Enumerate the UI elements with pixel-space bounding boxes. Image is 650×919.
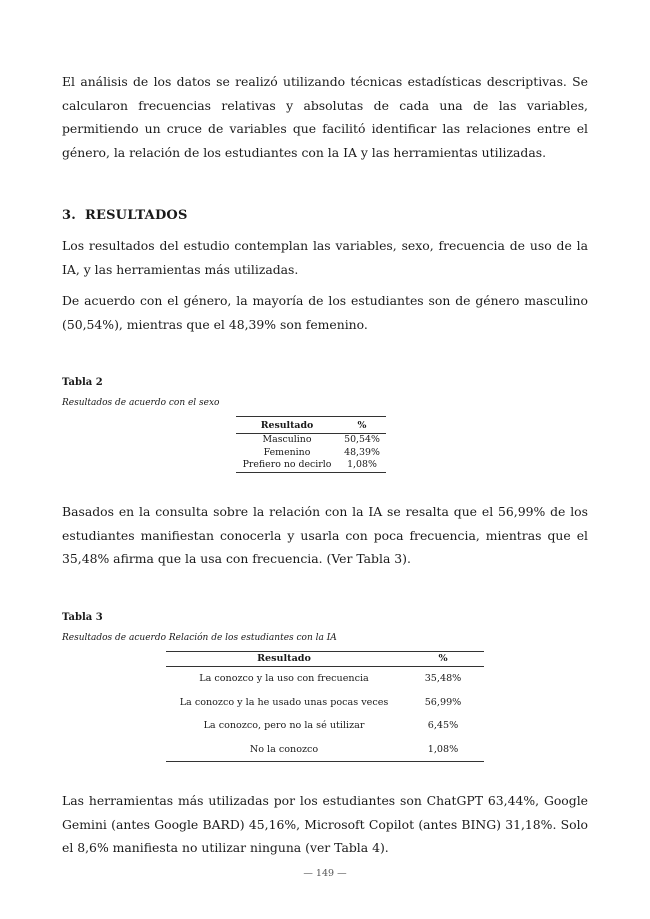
table-cell: La conozco, pero no la sé utilizar (203, 720, 365, 732)
table-row (236, 447, 386, 460)
table-cell: 6,45% (427, 720, 459, 732)
table-row (166, 691, 484, 715)
results-paragraph-4: Las herramientas más utilizadas por los estudiantes son ChatGPT 63,44%, Google Gemini (antes Google BARD) 45,16%, Microsoft Copilot (antes BING) 31,18%. Solo el 8,6% manifiesta no utilizar ninguna (ver Tabla 4). (62, 793, 588, 855)
table-cell: 56,99% (424, 696, 462, 708)
table-row (236, 434, 386, 447)
table-cell: 35,48% (424, 673, 462, 685)
table3-caption: Resultados de acuerdo Relación de los estudiantes con la IA (62, 633, 337, 643)
page-number: — 149 — (303, 868, 347, 879)
table-row (166, 714, 484, 738)
table-header-cell: Resultado (236, 417, 338, 434)
table-cell: 1,08% (402, 738, 484, 762)
intro-paragraph: El análisis de los datos se realizó utilizando técnicas estadísticas descriptivas. Se calcularon frecuencias relativas y absolutas de cada una de las variables, permitiendo un cruce de variables que facilitó identificar las relaciones entre el género, la relación de los estudiantes con la IA y las herramientas utilizadas. (62, 74, 588, 160)
table-row (236, 459, 386, 472)
table-row (166, 667, 484, 691)
table2 (236, 416, 386, 473)
section-title: RESULTADOS (84, 208, 188, 223)
section-number: 3. (62, 208, 76, 223)
table3-label: Tabla 3 (62, 612, 103, 623)
table-header-cell: % (338, 417, 386, 434)
section-heading (62, 208, 188, 223)
table3 (166, 651, 484, 762)
table2-caption: Resultados de acuerdo con el sexo (62, 398, 220, 408)
table-header-row (236, 417, 386, 434)
table-cell: 1,08% (338, 459, 386, 472)
results-paragraph-1: Los resultados del estudio contemplan las variables, sexo, frecuencia de uso de la IA, y las herramientas más utilizadas. (62, 238, 588, 277)
table-header-row (166, 652, 484, 667)
table-cell: 48,39% (344, 446, 380, 458)
table-cell: Prefiero no decirlo (236, 459, 338, 472)
table-cell: La conozco y la uso con frecuencia (199, 673, 369, 685)
table-cell: No la conozco (166, 738, 402, 762)
table-cell: 50,54% (344, 434, 380, 445)
table-header-cell: Resultado (166, 652, 402, 667)
table2-label: Tabla 2 (62, 377, 103, 388)
table-row (166, 738, 484, 762)
results-paragraph-3: Basados en la consulta sobre la relación con la IA se resalta que el 56,99% de los estudiantes manifiestan conocerla y usarla con poca frecuencia, mientras que el 35,48% afirma que la usa con frecuencia. (Ver Tabla 3). (62, 504, 588, 566)
table-cell: La conozco y la he usado unas pocas veces (179, 696, 389, 708)
table-cell: Femenino (263, 446, 311, 458)
table-header-cell: % (402, 652, 484, 667)
results-paragraph-2: De acuerdo con el género, la mayoría de los estudiantes son de género masculino (50,54%), mientras que el 48,39% son femenino. (62, 293, 588, 332)
table-cell: Masculino (262, 434, 312, 445)
